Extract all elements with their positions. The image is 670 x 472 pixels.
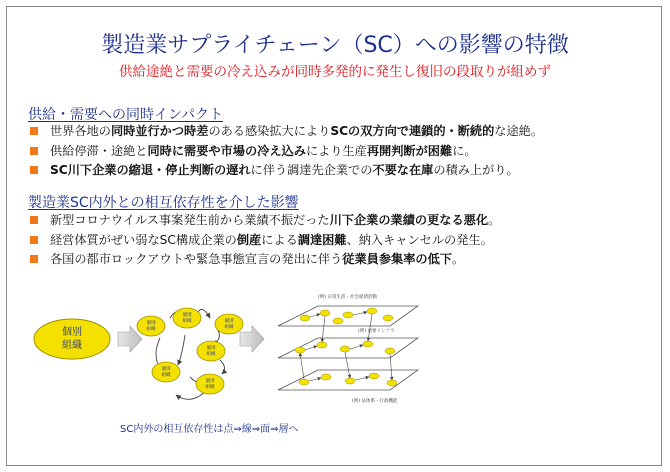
item-text: 新型コロナウイルス事案発生前から業績不振だった	[50, 213, 330, 227]
item-text: 経営体質がぜい弱なSC構成企業の	[50, 232, 237, 247]
network-node	[215, 314, 243, 334]
item-text: により生産	[305, 143, 367, 158]
node-label: 組織	[62, 340, 82, 351]
item-emphasis: SCの双方向で連鎖的・断続的	[330, 124, 495, 138]
node-label: 個別	[205, 379, 215, 384]
item-emphasis: 従業員参集率の低下	[342, 252, 452, 266]
diagram-caption: SC内外の相互依存性は点⇒線⇒面⇒層へ	[120, 424, 299, 435]
node-label: 組織	[146, 327, 156, 332]
node-label: 組織	[161, 373, 171, 378]
node-label: 組織	[182, 319, 192, 324]
item-text: な途絶。	[494, 124, 544, 138]
item-text: 世界各地の	[50, 124, 111, 138]
progression-arrow	[240, 326, 264, 352]
layer-label: (例) 日常生活・社会経済活動	[318, 295, 377, 300]
item-emphasis: 川下企業の業績の更なる悪化	[329, 213, 489, 227]
node-label: 組織	[205, 385, 215, 390]
item-emphasis: 同時に需要や市場の冷え込み	[147, 143, 306, 158]
item-emphasis: 調達困難	[297, 232, 347, 247]
network-node	[137, 316, 165, 336]
item-text: に伴う調達先企業での	[250, 163, 373, 177]
item-emphasis: 同時並行かつ時差	[110, 124, 209, 138]
item-text: 各国の都市ロックアウトや緊急事態宣言の発出に伴う	[50, 252, 343, 266]
node-label: 個別	[182, 313, 192, 318]
item-text: 、納入キャンセルの発生。	[346, 232, 493, 247]
node-label: 個別	[62, 327, 82, 338]
item-text: のある感染拡大により	[208, 124, 331, 138]
slide-title: 製造業サプライチェーン（SC）への影響の特徴	[101, 33, 569, 58]
node-label: 組織	[224, 325, 234, 330]
item-text: に。	[452, 143, 477, 158]
node-label: 個別	[224, 319, 234, 324]
item-text: の積み上がり。	[433, 163, 519, 177]
item-emphasis: 倒産	[236, 232, 262, 247]
network-node	[173, 308, 201, 328]
node-label: 個別	[146, 321, 156, 326]
item-text: 。	[451, 252, 465, 266]
item-text: 供給停滞・途絶と	[50, 143, 148, 158]
network-node	[152, 362, 180, 382]
item-emphasis: 再開判断が困難	[366, 143, 453, 158]
node-label: 個別	[206, 346, 216, 351]
item-text: 。	[488, 213, 501, 227]
section-heading-1: 供給・需要への同時インパクト	[28, 107, 224, 123]
network-node	[197, 341, 225, 361]
node-label: 個別	[161, 367, 171, 372]
item-emphasis: 不要な在庫	[372, 163, 434, 177]
network-nodes	[137, 308, 243, 394]
network-node	[196, 374, 224, 394]
layer-label: (例) 法体系・行政機能	[352, 399, 398, 404]
node-label: 組織	[206, 352, 216, 357]
layer-label: (例) 重要インフラ	[358, 329, 395, 334]
layer-stack	[278, 293, 418, 404]
section-heading-2: 製造業SC内外との相互依存性を介した影響	[28, 195, 299, 211]
item-text: による	[261, 232, 298, 247]
item-emphasis: SC川下企業の縮退・停止判断の遅れ	[50, 163, 251, 177]
slide-subtitle: 供給途絶と需要の冷え込みが同時多発的に発生し復旧の段取りが組めず	[119, 64, 551, 80]
single-org-node	[34, 319, 110, 359]
